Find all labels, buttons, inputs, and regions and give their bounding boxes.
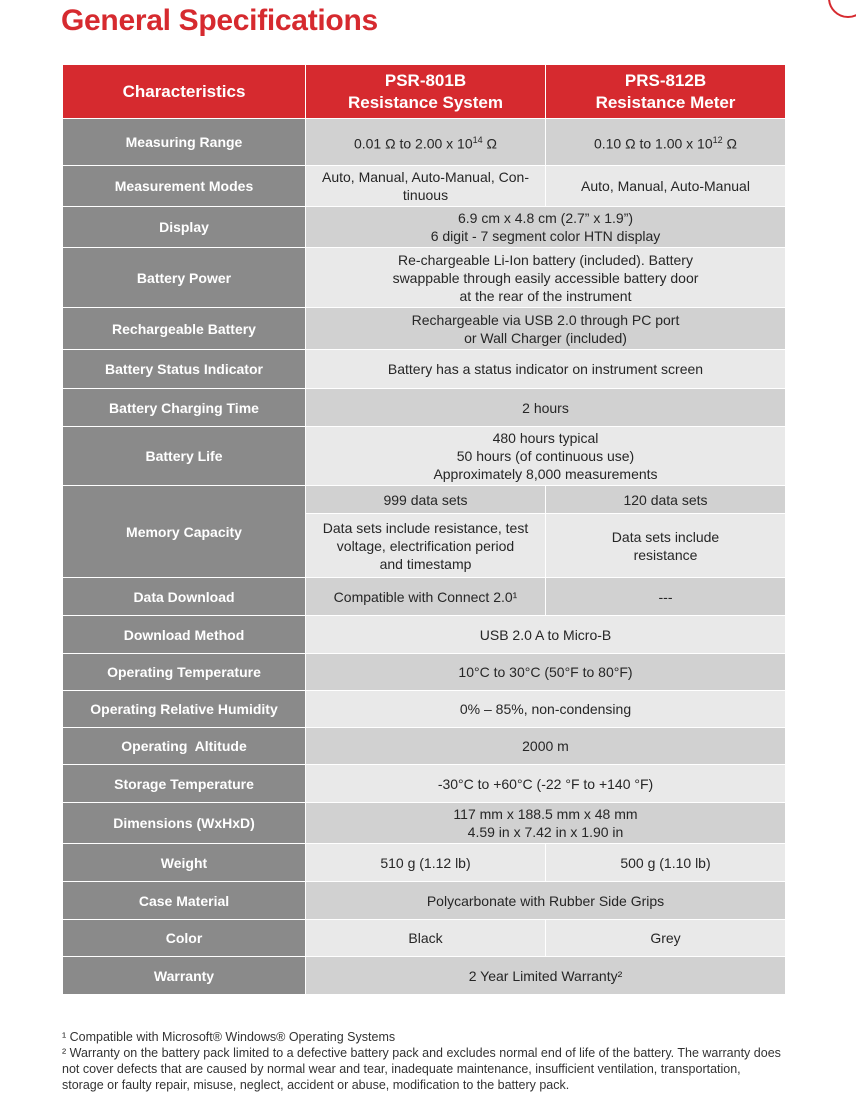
text-line: Rechargeable via USB 2.0 through PC port (411, 311, 680, 328)
row-label: Storage Temperature (63, 765, 306, 803)
exponent: 12 (712, 135, 723, 146)
row-label: Measurement Modes (63, 166, 306, 207)
cell-prs-data-sets: 120 data sets (546, 486, 786, 514)
cell-operating-temperature: 10°C to 30°C (50°F to 80°F) (306, 654, 786, 691)
cell-prs-weight: 500 g (1.10 lb) (546, 844, 786, 882)
text-line: Approximately 8,000 measurements (433, 466, 658, 482)
header-psr-type: Resistance System (348, 92, 503, 112)
row-label: Download Method (63, 616, 306, 654)
row-label: Operating Relative Humidity (63, 691, 306, 728)
text-line: 117 mm x 188.5 mm x 48 mm (453, 806, 638, 822)
exponent: 14 (472, 135, 483, 146)
text-line: at the rear of the instrument (459, 287, 632, 304)
cell-battery-life (306, 427, 786, 486)
text-line: 6.9 cm x 4.8 cm (2.7” x 1.9”) (457, 210, 634, 226)
footnotes (62, 1029, 782, 1093)
cell-charging-time: 2 hours (306, 389, 786, 427)
table-header-row (63, 65, 786, 119)
value-text: 0.10 Ω to 1.00 x 10 (593, 135, 713, 152)
cell-case-material: Polycarbonate with Rubber Side Grips (306, 882, 786, 920)
footnote-1: ¹ Compatible with Microsoft® Windows® Operating Systems (62, 1030, 396, 1044)
text-line: 6 digit - 7 segment color HTN display (430, 228, 661, 244)
row-download-method (63, 616, 786, 654)
row-case-material (63, 882, 786, 920)
text-line: Data sets include (611, 528, 720, 545)
row-operating-humidity (63, 691, 786, 728)
cell-operating-altitude: 2000 m (306, 728, 786, 765)
row-battery-power (63, 248, 786, 308)
header-psr-801b (306, 65, 546, 119)
header-psr-model: PSR-801B (384, 70, 467, 90)
row-color (63, 920, 786, 957)
text-line: voltage, electrification period (336, 537, 515, 554)
row-label: Measuring Range (63, 119, 306, 166)
text-line: Data sets include resistance, test (322, 519, 529, 536)
cell-rechargeable-battery (306, 308, 786, 350)
cell-storage-temperature: -30°C to +60°C (-22 °F to +140 °F) (306, 765, 786, 803)
row-label: Battery Power (63, 248, 306, 308)
row-warranty (63, 957, 786, 995)
row-label: Warranty (63, 957, 306, 995)
cell-psr-data-download: Compatible with Connect 2.0¹ (306, 578, 546, 616)
unit-text: Ω (722, 135, 738, 152)
row-label: Rechargeable Battery (63, 308, 306, 350)
footnote-2: ² Warranty on the battery pack limited to a defective battery pack and excludes normal end of life of the battery. The warranty does not cover defects that are caused by normal wear and tear, inadequate maintenance, insufficient ventilation, transportation, storage or faulty repair, misuse, neglect, accident or abuse, modification to the battery pack. (62, 1046, 781, 1092)
row-label: Operating Altitude (63, 728, 306, 765)
row-label: Data Download (63, 578, 306, 616)
text-line: and timestamp (379, 555, 472, 572)
header-prs-model: PRS-812B (624, 70, 707, 90)
cell-psr-measurement-modes (306, 166, 546, 207)
text-line: Re-chargeable Li-Ion battery (included). Battery (398, 251, 693, 268)
unit-text: Ω (482, 135, 498, 152)
row-label: Battery Life (63, 427, 306, 486)
spec-table (62, 64, 786, 995)
logo-mark (828, 0, 856, 18)
cell-prs-data-contents (546, 514, 786, 578)
row-label: Dimensions (WxHxD) (63, 803, 306, 844)
row-label: Color (63, 920, 306, 957)
cell-dimensions (306, 803, 786, 844)
row-label: Case Material (63, 882, 306, 920)
cell-psr-data-sets: 999 data sets (306, 486, 546, 514)
text-line: swappable through easily accessible battery door (392, 269, 699, 286)
row-label: Display (63, 207, 306, 248)
row-label: Operating Temperature (63, 654, 306, 691)
cell-prs-measurement-modes: Auto, Manual, Auto-Manual (546, 166, 786, 207)
page-title: General Specifications (61, 4, 378, 37)
cell-psr-weight: 510 g (1.12 lb) (306, 844, 546, 882)
cell-warranty: 2 Year Limited Warranty² (306, 957, 786, 995)
text-line: Auto, Manual, Auto-Manual, Con- (321, 169, 529, 185)
row-battery-status-indicator (63, 350, 786, 389)
row-data-download (63, 578, 786, 616)
cell-operating-humidity: 0% – 85%, non-condensing (306, 691, 786, 728)
row-battery-life (63, 427, 786, 486)
row-storage-temperature (63, 765, 786, 803)
header-characteristics: Characteristics (63, 65, 306, 119)
header-prs-type: Resistance Meter (595, 92, 736, 112)
row-label: Battery Status Indicator (63, 350, 306, 389)
header-prs-812b (546, 65, 786, 119)
row-label: Weight (63, 844, 306, 882)
row-weight (63, 844, 786, 882)
row-rechargeable-battery (63, 308, 786, 350)
row-operating-altitude (63, 728, 786, 765)
row-measuring-range (63, 119, 786, 166)
row-memory-capacity (63, 486, 786, 514)
value-text: 0.01 Ω to 2.00 x 10 (353, 135, 473, 152)
text-line: tinuous (402, 187, 449, 203)
row-measurement-modes (63, 166, 786, 207)
cell-psr-data-contents (306, 514, 546, 578)
text-line: resistance (633, 546, 698, 563)
cell-prs-measuring-range (546, 119, 786, 166)
cell-prs-data-download: --- (546, 578, 786, 616)
text-line: 480 hours typical (492, 430, 599, 446)
row-display (63, 207, 786, 248)
text-line: or Wall Charger (included) (464, 329, 627, 346)
cell-psr-measuring-range (306, 119, 546, 166)
row-label: Memory Capacity (63, 486, 306, 578)
cell-download-method: USB 2.0 A to Micro-B (306, 616, 786, 654)
text-line: 50 hours (of continuous use) (456, 448, 635, 464)
text-line: 4.59 in x 7.42 in x 1.90 in (467, 824, 624, 840)
cell-psr-color: Black (306, 920, 546, 957)
row-label: Battery Charging Time (63, 389, 306, 427)
cell-battery-status: Battery has a status indicator on instrument screen (306, 350, 786, 389)
cell-battery-power (306, 248, 786, 308)
row-battery-charging-time (63, 389, 786, 427)
row-operating-temperature (63, 654, 786, 691)
cell-display (306, 207, 786, 248)
row-dimensions (63, 803, 786, 844)
cell-prs-color: Grey (546, 920, 786, 957)
